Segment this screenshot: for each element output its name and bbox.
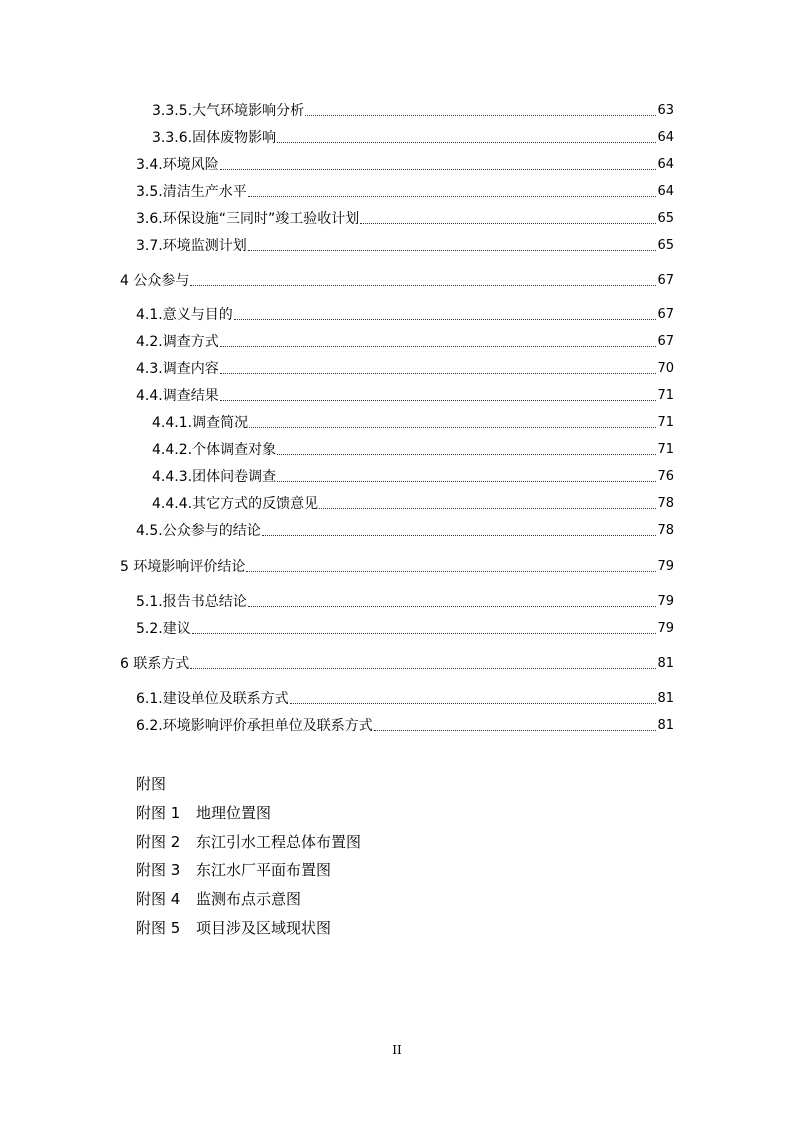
appendix-label: 附图 3	[136, 861, 181, 879]
toc-entry[interactable]	[136, 332, 674, 350]
toc-title: 建设单位及联系方式	[162, 691, 289, 707]
toc-title: 调查简况	[192, 415, 249, 431]
toc-title: 意义与目的	[162, 307, 233, 323]
toc-entry[interactable]	[152, 101, 674, 119]
toc-entry[interactable]	[120, 654, 674, 672]
toc-number: 3.6.	[136, 211, 163, 227]
toc-entry[interactable]	[136, 689, 674, 707]
toc-page: 71	[657, 442, 674, 457]
toc-number: 4.4.1.	[152, 415, 193, 431]
appendix-title: 项目涉及区域现状图	[196, 919, 332, 937]
toc-page: 81	[657, 691, 674, 706]
toc-number: 3.3.5.	[152, 103, 193, 119]
toc-entry[interactable]	[152, 128, 674, 146]
toc-page: 79	[657, 559, 674, 574]
toc-leader	[277, 480, 656, 482]
toc-entry[interactable]	[120, 557, 674, 575]
toc-entry[interactable]	[152, 494, 674, 512]
toc-title: 环境影响评价结论	[133, 559, 246, 575]
toc-title: 报告书总结论	[162, 594, 247, 610]
toc-page: 71	[657, 415, 674, 430]
toc-number: 4.2.	[136, 334, 163, 350]
toc-page: 78	[657, 496, 674, 511]
toc-number: 4.4.3.	[152, 469, 193, 485]
toc-number: 4.4.2.	[152, 442, 193, 458]
appendix-item	[136, 919, 331, 937]
toc-entry[interactable]	[136, 386, 674, 404]
appendix-label: 附图 4	[136, 890, 181, 908]
appendix-item	[136, 833, 361, 851]
toc-title: 环境影响评价承担单位及联系方式	[162, 718, 373, 734]
toc-leader	[248, 195, 657, 197]
toc-leader	[290, 702, 657, 704]
toc-title: 调查内容	[162, 361, 219, 377]
appendix-item	[136, 861, 331, 879]
toc-number: 4.1.	[136, 307, 163, 323]
toc-page: 79	[657, 594, 674, 609]
toc-page: 63	[657, 103, 674, 118]
appendix-title: 监测布点示意图	[196, 890, 302, 908]
toc-title: 调查结果	[162, 388, 219, 404]
toc-page: 65	[657, 211, 674, 226]
toc-page: 67	[657, 273, 674, 288]
toc-title: 环境监测计划	[162, 238, 247, 254]
toc-page: 76	[657, 469, 674, 484]
toc-entry[interactable]	[120, 271, 674, 289]
toc-leader	[248, 249, 657, 251]
toc-title: 建议	[162, 621, 191, 637]
toc-entry[interactable]	[152, 413, 674, 431]
appendix-item	[136, 890, 301, 908]
toc-entry[interactable]	[136, 182, 674, 200]
toc-number: 3.3.6.	[152, 130, 193, 146]
toc-entry[interactable]	[136, 619, 674, 637]
toc-leader	[305, 114, 656, 116]
toc-page: 71	[657, 388, 674, 403]
toc-title: 个体调查对象	[192, 442, 277, 458]
toc-number: 3.7.	[136, 238, 163, 254]
toc-leader	[220, 345, 657, 347]
toc-title: 联系方式	[133, 656, 190, 672]
toc-number: 5	[120, 559, 134, 575]
toc-entry[interactable]	[136, 592, 674, 610]
toc-entry[interactable]	[152, 440, 674, 458]
toc-leader	[190, 667, 656, 669]
toc-entry[interactable]	[136, 209, 674, 227]
appendix-label: 附图 5	[136, 919, 181, 937]
toc-number: 3.5.	[136, 184, 163, 200]
toc-leader	[220, 399, 657, 401]
toc-page: 79	[657, 621, 674, 636]
toc-entry[interactable]	[136, 359, 674, 377]
toc-title: 大气环境影响分析	[192, 103, 305, 119]
toc-number: 3.4.	[136, 157, 163, 173]
appendix-label: 附图 1	[136, 804, 181, 822]
appendix-heading: 附图	[136, 775, 167, 793]
toc-title: 公众参与	[133, 273, 190, 289]
toc-title: 清洁生产水平	[162, 184, 247, 200]
toc-title: 环境风险	[162, 157, 219, 173]
toc-leader	[234, 318, 657, 320]
appendix-title: 地理位置图	[196, 804, 272, 822]
toc-title: 其它方式的反馈意见	[192, 496, 319, 512]
toc-leader	[248, 605, 657, 607]
toc-leader	[246, 570, 656, 572]
toc-leader	[192, 632, 657, 634]
toc-number: 4.4.4.	[152, 496, 193, 512]
appendix-label: 附图 2	[136, 833, 181, 851]
toc-entry[interactable]	[136, 155, 674, 173]
toc-entry[interactable]	[136, 521, 674, 539]
toc-page: 65	[657, 238, 674, 253]
toc-number: 4	[120, 273, 134, 289]
toc-page: 64	[657, 184, 674, 199]
toc-page: 70	[657, 361, 674, 376]
toc-number: 6.2.	[136, 718, 163, 734]
toc-number: 6	[120, 656, 134, 672]
toc-page: 64	[657, 157, 674, 172]
toc-leader	[360, 222, 656, 224]
page-number: II	[392, 1043, 402, 1057]
toc-leader	[374, 729, 657, 731]
toc-entry[interactable]	[136, 305, 674, 323]
toc-number: 5.2.	[136, 621, 163, 637]
toc-page: 81	[657, 656, 674, 671]
appendix-item	[136, 804, 271, 822]
toc-leader	[277, 453, 656, 455]
toc-leader	[220, 372, 657, 374]
toc-page: 67	[657, 334, 674, 349]
toc-number: 4.4.	[136, 388, 163, 404]
toc-page: 81	[657, 718, 674, 733]
toc-title: 调查方式	[162, 334, 219, 350]
toc-title: 固体废物影响	[192, 130, 277, 146]
toc-entry[interactable]	[136, 236, 674, 254]
toc-page: 67	[657, 307, 674, 322]
toc-title: 环保设施“三同时”竣工验收计划	[162, 211, 360, 227]
toc-leader	[319, 507, 656, 509]
toc-page: 78	[657, 523, 674, 538]
toc-title: 团体问卷调查	[192, 469, 277, 485]
toc-leader	[277, 141, 656, 143]
toc-entry[interactable]	[136, 716, 674, 734]
appendix-title: 东江水厂平面布置图	[196, 861, 332, 879]
toc-title: 公众参与的结论	[162, 523, 261, 539]
toc-entry[interactable]	[152, 467, 674, 485]
toc-number: 5.1.	[136, 594, 163, 610]
toc-leader	[262, 534, 657, 536]
appendix-title: 东江引水工程总体布置图	[196, 833, 362, 851]
toc-leader	[220, 168, 657, 170]
toc-number: 6.1.	[136, 691, 163, 707]
toc-leader	[249, 426, 656, 428]
toc-number: 4.5.	[136, 523, 163, 539]
toc-leader	[190, 284, 656, 286]
toc-page: 64	[657, 130, 674, 145]
toc-number: 4.3.	[136, 361, 163, 377]
